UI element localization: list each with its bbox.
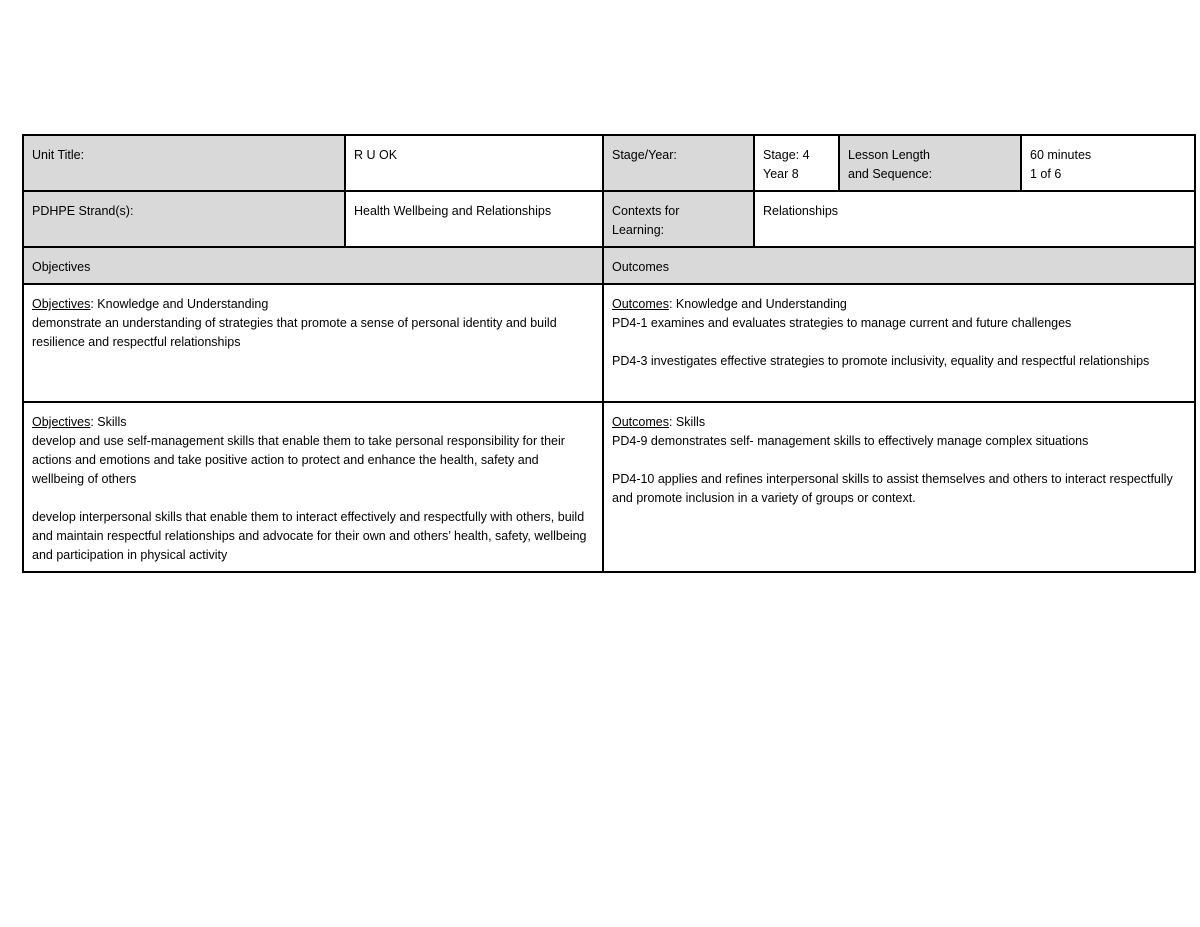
skills-objectives-cell	[23, 402, 603, 572]
knowledge-outcomes-cell	[603, 284, 1195, 402]
year-value: Year 8	[763, 167, 799, 181]
table-row	[23, 284, 1195, 402]
knowledge-objectives-heading	[32, 295, 594, 314]
strand-label	[23, 191, 345, 247]
lesson-length-label	[839, 135, 1021, 191]
spacer	[612, 333, 1186, 352]
lesson-sequence: 1 of 6	[1030, 167, 1062, 181]
objectives-heading	[23, 247, 603, 284]
skills-objectives-prefix: Objectives	[32, 415, 91, 429]
skills-objective-2: develop interpersonal skills that enable them to interact effectively and respectfully with others, build and maintain respectful relationships and advocate for their own and others’ health, safety, wellbeing and participation in physical activity	[32, 510, 587, 562]
contexts-label	[603, 191, 754, 247]
contexts-value	[754, 191, 1195, 247]
strand-value-text: Health Wellbeing and Relationships	[354, 204, 552, 218]
skills-outcomes-prefix: Outcomes	[612, 415, 669, 429]
skills-outcome-2: PD4-10 applies and refines interpersonal skills to assist themselves and others to interact respectfully and promote inclusion in a variety of groups or context.	[612, 472, 1173, 505]
skills-outcomes-suffix: : Skills	[668, 415, 706, 429]
stage-year-value	[754, 135, 839, 191]
skills-objectives-suffix: : Skills	[90, 415, 127, 429]
skills-outcomes-cell	[603, 402, 1195, 572]
objectives-heading-text: Objectives	[32, 260, 91, 274]
knowledge-outcomes-suffix: : Knowledge and Understanding	[668, 297, 847, 311]
spacer	[612, 451, 1186, 470]
knowledge-outcomes-prefix: Outcomes	[612, 297, 669, 311]
lesson-length-value	[1021, 135, 1195, 191]
stage-year-label	[603, 135, 754, 191]
table-row	[23, 135, 1195, 191]
knowledge-outcome-2: PD4-3 investigates effective strategies to promote inclusivity, equality and respectful relationships	[612, 354, 1150, 368]
contexts-label-line2: Learning:	[612, 223, 665, 237]
table-row	[23, 402, 1195, 572]
lesson-length-label-line2: and Sequence:	[848, 167, 933, 181]
stage-value: Stage: 4	[763, 148, 810, 162]
knowledge-objectives-cell	[23, 284, 603, 402]
outcomes-heading-text: Outcomes	[612, 260, 669, 274]
knowledge-outcomes-heading	[612, 295, 1186, 314]
unit-title-label-text: Unit Title:	[32, 148, 85, 162]
lesson-plan-page	[22, 134, 1194, 573]
skills-outcomes-heading	[612, 413, 1186, 432]
skills-outcome-1: PD4-9 demonstrates self- management skills to effectively manage complex situations	[612, 434, 1089, 448]
table-row	[23, 247, 1195, 284]
table-row	[23, 191, 1195, 247]
skills-objectives-heading	[32, 413, 594, 432]
lesson-length-label-line1: Lesson Length	[848, 148, 931, 162]
contexts-value-text: Relationships	[763, 204, 839, 218]
knowledge-outcome-1: PD4-1 examines and evaluates strategies to manage current and future challenges	[612, 316, 1072, 330]
unit-title-value-text: R U OK	[354, 148, 398, 162]
unit-title-label	[23, 135, 345, 191]
strand-label-text: PDHPE Strand(s):	[32, 204, 134, 218]
unit-title-value	[345, 135, 603, 191]
stage-year-label-text: Stage/Year:	[612, 148, 677, 162]
spacer	[32, 489, 594, 508]
knowledge-objectives-suffix: : Knowledge and Understanding	[90, 297, 269, 311]
knowledge-objectives-prefix: Objectives	[32, 297, 91, 311]
lesson-minutes: 60 minutes	[1030, 148, 1092, 162]
skills-objective-1: develop and use self-management skills that enable them to take personal responsibility for their actions and emotions and take positive action to protect and enhance the health, safety and wellbeing of others	[32, 434, 565, 486]
knowledge-objective-text: demonstrate an understanding of strategies that promote a sense of personal identity and build resilience and respectful relationships	[32, 316, 557, 349]
lesson-plan-table	[22, 134, 1196, 573]
outcomes-heading	[603, 247, 1195, 284]
strand-value	[345, 191, 603, 247]
contexts-label-line1: Contexts for	[612, 204, 680, 218]
